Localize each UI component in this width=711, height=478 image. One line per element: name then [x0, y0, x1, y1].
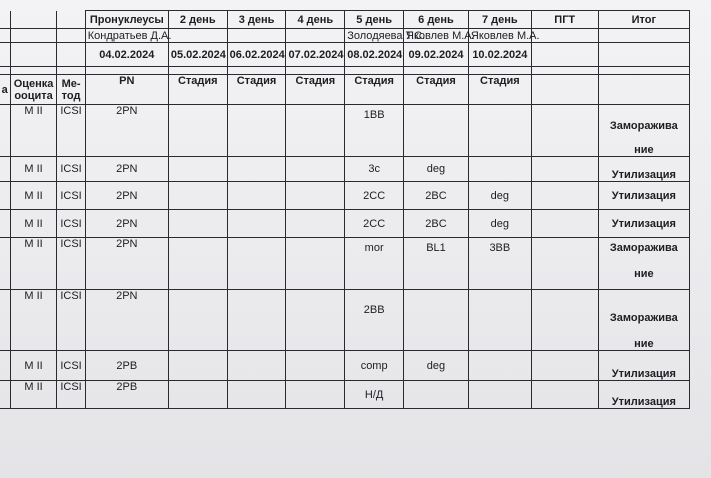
pn-cell: 2PN — [85, 182, 168, 210]
oocyte-cell: M II — [10, 182, 57, 210]
subheader-stage-d6: Стадия — [404, 75, 469, 105]
result-cell — [598, 105, 689, 157]
pn-cell: 2PB — [85, 351, 168, 381]
pn-cell: 2PB — [85, 381, 168, 409]
date-day7: 10.02.2024 — [468, 43, 531, 67]
method-line2: тод — [61, 89, 81, 102]
day7-cell: 3BB — [468, 238, 531, 290]
date-day2: 05.02.2024 — [168, 43, 227, 67]
day6-cell: 2BC — [404, 182, 469, 210]
oocyte-cell: M II — [10, 157, 57, 182]
result-line1: Заморажива — [609, 242, 678, 254]
method-cell: ICSI — [57, 157, 85, 182]
table-row — [0, 157, 690, 182]
staff-pronuclei: Кондратьев Д.А. — [85, 29, 168, 43]
result-line2: ние — [634, 268, 654, 280]
header-day7: 7 день — [468, 11, 531, 29]
header-pgt: ПГТ — [531, 11, 598, 29]
staff-day7: Яковлев М.А. — [468, 29, 531, 43]
result-line1: Заморажива — [609, 312, 678, 324]
day6-cell: 2BC — [404, 210, 469, 238]
pn-cell: 2PN — [85, 210, 168, 238]
pn-cell: 2PN — [85, 105, 168, 157]
pn-cell: 2PN — [85, 290, 168, 351]
day6-cell: deg — [404, 157, 469, 182]
table-row — [0, 381, 690, 409]
result-line1: Заморажива — [609, 120, 678, 132]
staff-row — [0, 29, 690, 43]
day6-cell: deg — [404, 351, 469, 381]
method-cell: ICSI — [57, 105, 85, 157]
result-cell — [598, 290, 689, 351]
staff-day5: Золодяева Т.С. — [345, 29, 404, 43]
day7-cell: deg — [468, 182, 531, 210]
oocyte-cell: M II — [10, 290, 57, 351]
subheader-stage-d5: Стадия — [345, 75, 404, 105]
oocyte-cell: M II — [10, 238, 57, 290]
result-cell: Утилизация — [598, 381, 689, 409]
header-day6: 6 день — [404, 11, 469, 29]
method-line1: Ме- — [61, 77, 81, 90]
subheader-col0: a — [0, 75, 10, 105]
header-result: Итог — [598, 11, 689, 29]
subheader-stage-d2: Стадия — [168, 75, 227, 105]
date-day4: 07.02.2024 — [286, 43, 345, 67]
header-day2: 2 день — [168, 11, 227, 29]
table-row — [0, 182, 690, 210]
result-cell: Утилизация — [598, 351, 689, 381]
day5-cell: 1BB — [345, 105, 404, 157]
pn-cell: 2PN — [85, 157, 168, 182]
result-cell — [598, 238, 689, 290]
subheader-row — [0, 75, 690, 105]
pn-cell: 2PN — [85, 238, 168, 290]
day5-cell: comp — [345, 351, 404, 381]
date-pronuclei: 04.02.2024 — [85, 43, 168, 67]
header-pronuclei: Пронуклеусы — [85, 11, 168, 29]
table-row — [0, 290, 690, 351]
table-row — [0, 105, 690, 157]
staff-day6: Яковлев М.А. — [404, 29, 469, 43]
method-cell: ICSI — [57, 182, 85, 210]
date-day5: 08.02.2024 — [345, 43, 404, 67]
method-cell: ICSI — [57, 290, 85, 351]
embryo-development-table — [0, 10, 690, 409]
day5-cell: 2CC — [345, 182, 404, 210]
subheader-method — [57, 75, 85, 105]
oocyte-eval-line1: Оценка — [13, 77, 54, 90]
header-row — [0, 11, 690, 29]
spacer-row — [0, 67, 690, 75]
day5-cell: 2CC — [345, 210, 404, 238]
result-line2: ние — [634, 144, 654, 156]
method-cell: ICSI — [57, 351, 85, 381]
subheader-stage-d4: Стадия — [286, 75, 345, 105]
oocyte-cell: M II — [10, 381, 57, 409]
header-day5: 5 день — [345, 11, 404, 29]
result-cell: Утилизация — [598, 210, 689, 238]
oocyte-eval-line2: ооцита — [14, 89, 53, 102]
day5-cell: 3c — [345, 157, 404, 182]
table-row — [0, 351, 690, 381]
result-cell: Утилизация — [598, 157, 689, 182]
date-day6: 09.02.2024 — [404, 43, 469, 67]
day5-cell: 2BB — [345, 290, 404, 351]
dates-row — [0, 43, 690, 67]
table-row — [0, 238, 690, 290]
subheader-stage-d3: Стадия — [227, 75, 286, 105]
subheader-pn: PN — [85, 75, 168, 105]
result-line2: ние — [634, 338, 654, 350]
header-day3: 3 день — [227, 11, 286, 29]
method-cell: ICSI — [57, 238, 85, 290]
result-cell: Утилизация — [598, 182, 689, 210]
oocyte-cell: M II — [10, 105, 57, 157]
subheader-stage-d7: Стадия — [468, 75, 531, 105]
method-cell: ICSI — [57, 381, 85, 409]
day7-cell: deg — [468, 210, 531, 238]
day5-cell: Н/Д — [345, 381, 404, 409]
oocyte-cell: M II — [10, 351, 57, 381]
day5-cell: mor — [345, 238, 404, 290]
header-day4: 4 день — [286, 11, 345, 29]
day6-cell: BL1 — [404, 238, 469, 290]
subheader-oocyte-eval — [10, 75, 57, 105]
date-day3: 06.02.2024 — [227, 43, 286, 67]
table-row — [0, 210, 690, 238]
method-cell: ICSI — [57, 210, 85, 238]
oocyte-cell: M II — [10, 210, 57, 238]
